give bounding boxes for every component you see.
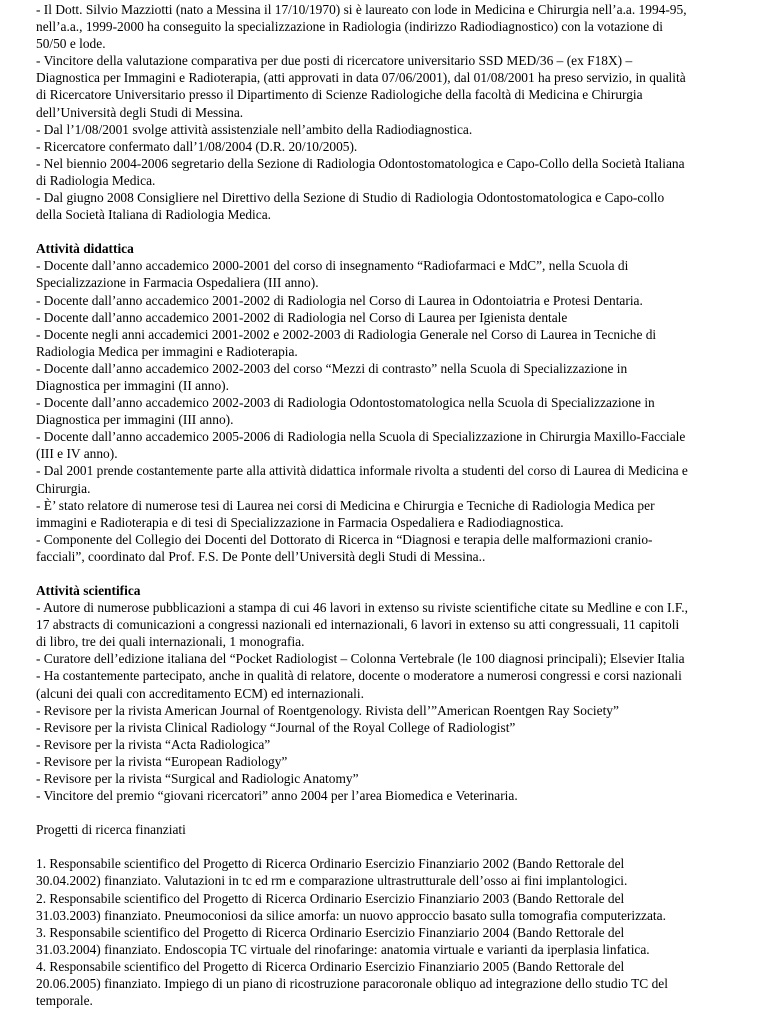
text-line: - Revisore per la rivista “European Radiology” <box>36 753 288 769</box>
text-line: facciali”, coordinato dal Prof. F.S. De Ponte dell’Università degli Studi di Messina.. <box>36 548 486 564</box>
text-line: - Nel biennio 2004-2006 segretario della Sezione di Radiologia Odontostomatologica e Capo-Collo della Società Italiana <box>36 155 685 171</box>
text-line: - Ricercatore confermato dall’1/08/2004 (D.R. 20/10/2005). <box>36 138 358 154</box>
section-heading-progetti: Progetti di ricerca finanziati <box>36 822 186 838</box>
text-line: nell’a.a., 1999-2000 ha conseguito la specializzazione in Radiologia (indirizzo Radiodiagnostico) con la votazione di <box>36 19 663 35</box>
section-spacer <box>36 804 744 821</box>
text-line: temporale. <box>36 993 93 1009</box>
text-line: 2. Responsabile scientifico del Progetto di Ricerca Ordinario Esercizio Finanziario 2003 (Bando Rettorale del <box>36 890 625 906</box>
text-line: 17 abstracts di comunicazioni a congressi nazionali ed internazionali, 6 lavori in extenso su atti congressuali, 11 capitoli <box>36 617 680 633</box>
text-line: - È’ stato relatore di numerose tesi di Laurea nei corsi di Medicina e Chirurgia e Tecniche di Radiologia Medica per <box>36 497 655 513</box>
text-line: 1. Responsabile scientifico del Progetto di Ricerca Ordinario Esercizio Finanziario 2002 (Bando Rettorale del <box>36 856 625 872</box>
text-line: Chirurgia. <box>36 480 91 496</box>
text-line: della Società Italiana di Radiologia Medica. <box>36 207 271 223</box>
text-line: - Vincitore del premio “giovani ricercatori” anno 2004 per l’area Biomedica e Veterinaria. <box>36 788 518 804</box>
text-line: Diagnostica per Immagini e Radioterapia, (atti approvati in data 07/06/2001), dal 01/08/2001 ha preso servizio, in qualità <box>36 70 686 86</box>
text-line: di Ricercatore Universitario presso il Dipartimento di Scienze Radiologiche della facoltà di Medicina e Chirurgia <box>36 87 643 103</box>
section-heading-didattica: Attività didattica <box>36 241 134 257</box>
text-line: 20.06.2005) finanziato. Impiego di un piano di ricostruzione paracoronale obliquo ad integrazione dello studio TC del <box>36 975 668 991</box>
text-line: (III e IV anno). <box>36 446 118 462</box>
text-line: di libro, tre dei quali internazionali, 1 monografia. <box>36 634 305 650</box>
text-line: - Docente dall’anno accademico 2002-2003 del corso “Mezzi di contrasto” nella Scuola di Specializzazione in <box>36 360 628 376</box>
text-line: di Radiologia Medica. <box>36 172 156 188</box>
text-line: Diagnostica per immagini (III anno). <box>36 412 234 428</box>
text-line: 3. Responsabile scientifico del Progetto di Ricerca Ordinario Esercizio Finanziario 2004 (Bando Rettorale del <box>36 924 625 940</box>
text-line: - Il Dott. Silvio Mazziotti (nato a Messina il 17/10/1970) si è laureato con lode in Medicina e Chirurgia nell’a.a. 1994-95, <box>36 2 687 17</box>
text-line: - Componente del Collegio dei Docenti del Dottorato di Ricerca in “Diagnosi e terapia delle malformazioni cranio- <box>36 531 653 547</box>
text-line: 4. Responsabile scientifico del Progetto di Ricerca Ordinario Esercizio Finanziario 2005 (Bando Rettorale del <box>36 958 625 974</box>
text-line: Specializzazione in Farmacia Ospedaliera (III anno). <box>36 275 319 291</box>
section-spacer <box>36 565 744 582</box>
text-line: - Revisore per la rivista American Journal of Roentgenology. Rivista dell’”American Roentgen Ray Society” <box>36 702 619 718</box>
didattica-section <box>36 240 744 565</box>
section-heading-scientifica: Attività scientifica <box>36 583 141 598</box>
section-spacer <box>36 838 744 855</box>
text-line: - Revisore per la rivista Clinical Radiology “Journal of the Royal College of Radiologist” <box>36 719 516 735</box>
text-line: - Autore di numerose pubblicazioni a stampa di cui 46 lavori in extenso su riviste scientifiche citate su Medline e con I.F., <box>36 600 688 616</box>
text-line: - Dal l’1/08/2001 svolge attività assistenziale nell’ambito della Radiodiagnostica. <box>36 121 473 137</box>
text-line: - Curatore dell’edizione italiana del “Pocket Radiologist – Colonna Vertebrale (le 100 diagnosi principali); Elsevier Italia <box>36 651 685 667</box>
text-line: Radiologia Medica per immagini e Radioterapia. <box>36 343 298 359</box>
text-line: - Dal giugno 2008 Consigliere nel Direttivo della Sezione di Studio di Radiologia Odontostomatologica e Capo-collo <box>36 190 665 206</box>
text-line: dell’Università degli Studi di Messina. <box>36 104 244 120</box>
intro-section <box>36 1 744 223</box>
text-line: 31.03.2004) finanziato. Endoscopia TC virtuale del rinofaringe: anatomia virtuale e varianti da iperplasia linfatica. <box>36 941 650 957</box>
text-line: - Ha costantemente partecipato, anche in qualità di relatore, docente o moderatore a numerosi congressi e corsi nazionali <box>36 668 682 684</box>
text-line: - Revisore per la rivista “Surgical and Radiologic Anatomy” <box>36 771 359 787</box>
text-line: - Docente dall’anno accademico 2002-2003 di Radiologia Odontostomatologica nella Scuola di Specializzazione in <box>36 395 655 411</box>
progetti-section <box>36 821 744 1009</box>
text-line: (alcuni dei quali con accreditamento ECM) ed internazionali. <box>36 685 364 701</box>
scientifica-section <box>36 582 744 804</box>
text-line: - Docente dall’anno accademico 2001-2002 di Radiologia nel Corso di Laurea per Igienista dentale <box>36 309 568 325</box>
text-line: - Vincitore della valutazione comparativa per due posti di ricercatore universitario SSD MED/36 – (ex F18X) – <box>36 53 633 69</box>
text-line: 30.04.2002) finanziato. Valutazioni in tc ed rm e comparazione ultrastrutturale dell’osso ai fini implantologici. <box>36 873 628 889</box>
text-line: - Dal 2001 prende costantemente parte alla attività didattica informale rivolta a studenti del corso di Laurea di Medicina e <box>36 463 688 479</box>
text-line: - Revisore per la rivista “Acta Radiologica” <box>36 736 271 752</box>
text-line: - Docente dall’anno accademico 2005-2006 di Radiologia nella Scuola di Specializzazione in Chirurgia Maxillo-Facciale <box>36 429 686 445</box>
text-line: - Docente negli anni accademici 2001-2002 e 2002-2003 di Radiologia Generale nel Corso di Laurea in Tecniche di <box>36 326 657 342</box>
text-line: immagini e Radioterapia e di tesi di Specializzazione in Farmacia Ospedaliera e Radiodiagnostica. <box>36 514 564 530</box>
text-line: - Docente dall’anno accademico 2001-2002 di Radiologia nel Corso di Laurea in Odontoiatria e Protesi Dentaria. <box>36 292 643 308</box>
text-line: - Docente dall’anno accademico 2000-2001 del corso di insegnamento “Radiofarmaci e MdC”, nella Scuola di <box>36 258 629 274</box>
text-line: 31.03.2003) finanziato. Pneumoconiosi da silice amorfa: un nuovo approccio basato sulla tomografia computerizzata. <box>36 907 666 923</box>
section-spacer <box>36 223 744 240</box>
text-line: 50/50 e lode. <box>36 36 106 52</box>
text-line: Diagnostica per immagini (II anno). <box>36 377 229 393</box>
